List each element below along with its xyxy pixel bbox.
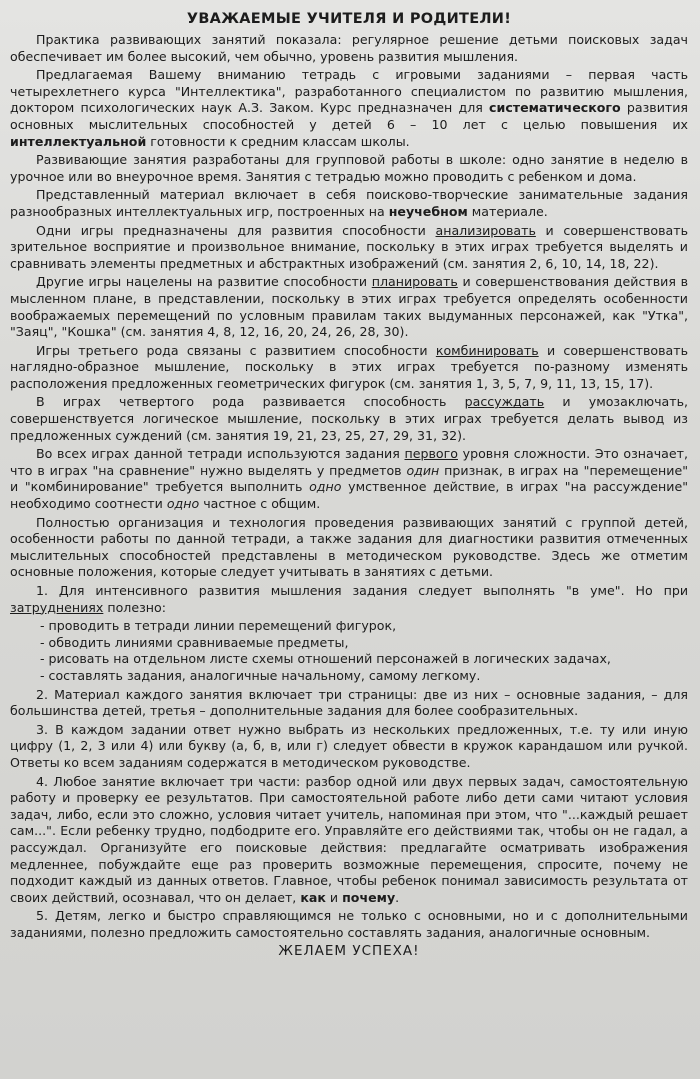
closing-wish: ЖЕЛАЕМ УСПЕХА! [278, 943, 420, 960]
text-run: готовности к средним классам школы. [146, 133, 410, 149]
paragraph-analyze [10, 223, 688, 273]
text-run: материале. [467, 203, 548, 219]
emphasis-how: как [300, 889, 326, 905]
underlined-plan: планировать [371, 274, 458, 290]
list-item: - обводить линиями сравниваемые предметы, [40, 634, 349, 650]
page-title: УВАЖАЕМЫЕ УЧИТЕЛЯ И РОДИТЕЛИ! [186, 11, 512, 27]
text-run: и совершенствовать наглядно-образное мышление, поскольку в этих играх требуется по-разному изменять расположения предложенных геометрических фигурок (см. занятия 1, 3, 5, 7, 9, 11, 13, 15, 17). [10, 342, 688, 391]
text-run: 1. Для интенсивного развития мышления задания следует выполнять "в уме". Но при [36, 583, 688, 598]
text-run: . [395, 889, 400, 905]
italic-one: одно [166, 496, 200, 512]
list-item: - проводить в тетради линии перемещений фигурок, [40, 618, 397, 634]
paragraph-level [10, 446, 688, 512]
text-run: В играх четвертого рода развивается способность [36, 394, 465, 410]
text-run: и совершенствования действия в мысленном плане, в представлении, поскольку в этих играх требуется определять особенности воображаемых перемещений по условным правилам таких выдуманных персонажей, как "Утка", "Заяц", "Кошка" (см. занятия 4, 8, 12, 16, 20, 24, 26, 28, 30). [10, 274, 688, 340]
paragraph-material [10, 187, 688, 220]
text-run: и умозаключать, совершенствуется логическое мышление, поскольку в этих играх требуется делать вывод из предложенных суждений (см. занятия 19, 21, 23, 25, 27, 29, 31, 32). [10, 394, 688, 443]
paragraph-rule-4 [10, 774, 688, 907]
paragraph-rule-2: 2. Материал каждого занятия включает три страницы: две из них – основные задания, – для большинства детей, третья – дополнительные задания для более сообразительных. [10, 686, 688, 719]
paragraph-rule-1 [10, 583, 688, 616]
italic-one: одно [309, 479, 342, 495]
text-run: 4. Любое занятие включает три части: разбор одной или двух первых задач, самостоятельную работу и проверку ее результатов. При самостоятельной работе либо дети сами читают условия задач, либо, если это сложно, условия читает учитель, напоминая при этом, что "...каждый решает сам...". Если ребенку трудно, подбодрите его. Управляйте его действиями так, чтобы он не гадал, а рассуждал. Организуйте его поисковые действия: предлагайте осматривать изображения медленнее, побуждайте еще раз проверить возможные перемещения, спросите, почему не подходит каждый из данных ответов. Главное, чтобы ребенок понимал зависимость результата от своих действий, осознавал, что он делает, [10, 773, 688, 905]
text-run: уровня сложности. Это означает, что в играх "на сравнение" нужно выделять у предметов [10, 446, 688, 478]
underlined-analyze: анализировать [435, 222, 536, 238]
paragraph-rule-5: 5. Детям, легко и быстро справляющимся не только с основными, но и с дополнительными заданиями, полезно предложить самостоятельно составлять задания, аналогичные основным. [10, 908, 688, 940]
paragraph-course [10, 67, 688, 150]
underlined-first: первого [404, 446, 458, 462]
list-item: - рисовать на отдельном листе схемы отношений персонажей в логических задачах, [40, 651, 611, 667]
emphasis-intellectual: интеллектуальной [10, 133, 147, 149]
underlined-difficulties: затруднениях [10, 599, 104, 615]
paragraph-intro: Практика развивающих занятий показала: регулярное решение детьми поисковых задач обеспечивает им более высокий, чем обычно, уровень развития мышления. [10, 32, 688, 64]
text-run: частное с общим. [199, 496, 321, 512]
text-run: Во всех играх данной тетради используются задания [36, 446, 405, 462]
text-run: развития основных мыслительных способностей у детей 6 – 10 лет с целью повышения их [10, 100, 688, 132]
text-run: Предлагаемая Вашему вниманию тетрадь с игровыми заданиями – первая часть четырехлетнего курса "Интеллектика", разработанного специалистом по развитию мышления, доктором психологических наук А.З. Заком. Курс предназначен для [10, 67, 688, 116]
paragraph-plan [10, 274, 688, 340]
list-item: - составлять задания, аналогичные начальному, самому легкому. [40, 667, 481, 683]
text-run: и [325, 889, 343, 905]
text-run: умственное действие, в играх "на рассуждение" необходимо соотнести [10, 479, 688, 512]
text-run: Игры третьего рода связаны с развитием способности [36, 342, 436, 358]
paragraph-reason [10, 394, 688, 444]
paragraph-methodology: Полностью организация и технология проведения развивающих занятий с группой детей, особенности работы по данной тетради, а также задания для диагностики развития отмеченных мыслительных способностей представлены в методическом руководстве. Здесь же отметим основные положения, которые следует учитывать в занятиях с детьми. [10, 514, 688, 580]
text-run: Одни игры предназначены для развития способности [36, 222, 436, 238]
text-run: Другие игры нацелены на развитие способности [36, 274, 372, 290]
underlined-reason: рассуждать [464, 394, 545, 410]
paragraph-rule-3: 3. В каждом задании ответ нужно выбрать из нескольких предложенных, т.е. ту или иную цифру (1, 2, 3 или 4) или букву (а, б, в, или г) следует обвести в кружок карандашом или ручкой. Ответы ко всем заданиям содержатся в методическом руководстве. [10, 721, 688, 770]
text-run: Представленный материал включает в себя поисково-творческие занимательные задания разнообразных интеллектуальных игр, построенных на [10, 187, 688, 219]
emphasis-systematic: систематического [489, 100, 621, 116]
paragraph-schedule: Развивающие занятия разработаны для групповой работы в школе: одно занятие в неделю в урочное или во внеурочное время. Занятия с тетрадью можно проводить с ребенком и дома. [10, 152, 688, 184]
text-run: и совершенствовать зрительное восприятие и произвольное внимание, поскольку в этих играх требуется выделять и сравнивать элементы предметных и абстрактных изображений (см. занятия 2, 6, 10, 14, 18, 22). [10, 222, 688, 271]
hint-list [10, 618, 688, 684]
emphasis-why: почему [342, 889, 396, 905]
underlined-combine: комбинировать [435, 342, 539, 358]
paragraph-combine [10, 343, 688, 393]
emphasis-nonacademic: неучебном [388, 203, 468, 219]
text-run: признак, в играх на "перемещение" и "комбинирование" требуется выполнить [10, 462, 688, 495]
text-run: полезно: [103, 599, 166, 615]
italic-one: один [406, 462, 440, 478]
